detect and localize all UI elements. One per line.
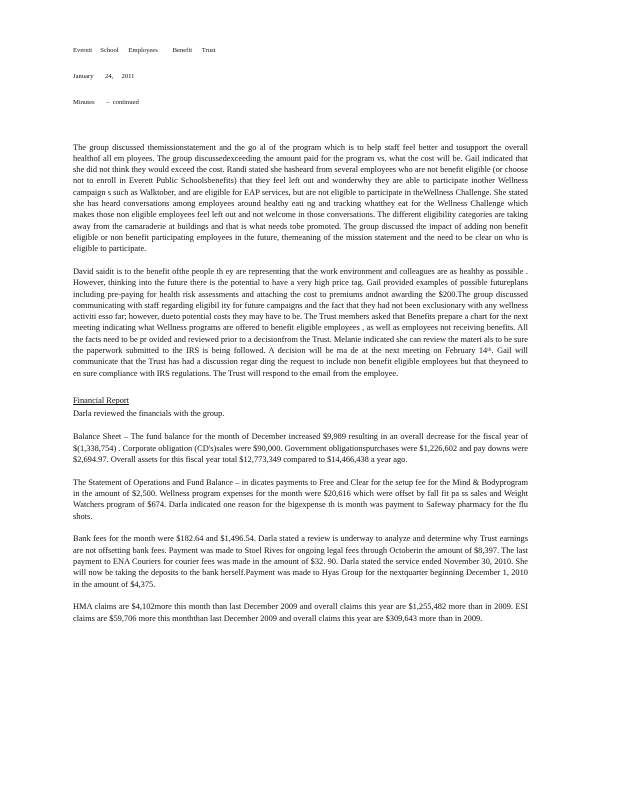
paragraph-balance-sheet: Balance Sheet – The fund balance for the month of December increased $9,989 resulting in an overall decrease for the fiscal year of $(1,338,754) . Corporate obligation (CD's)sales were $90,000. Government obligationspurchases were $1,226,602 and pay downs were $2,694.97. Overall assets for this fiscal year total $12,773,349 compared to $14,466,438 a year ago. <box>73 432 528 464</box>
header-date: January 24, 2011 <box>73 72 135 80</box>
paragraph-discussion: David saidit is to the benefit ofthe people th ey are representing that the work environment and colleagues are as healthy as possible . However, thinking into the future there is the potential to have a very high price tag. Gail provided examples of possible futureplans including pre-paying for health risk assessments and attaching the cost to premiums andnot awarding the $200.The group discussed communicating with staff regarding eligibil ity for future campaigns and the fact that they had not been exclusionary with any wellness activiti esso far; however, dueto potential costs they may have to be. The Trust members asked that Benefits prepare a chart for the next meeting indicating what Wellness programs are offered to benefit eligible employees , as well as employees not receiving benefits. All the facts need to be pr ovided and reviewed prior to a decisionfrom the Trust. Melanie indicated she can review the materi als to be sure the paperwork submitted to the IRS is being followed. A decision will be ma de at the next meeting on February 14ᵗʰ. Gail will communicate that the Trust has had a discussion regar ding the request to include non benefit eligible employees but that theyneed to en sure compliance with IRS regulations. The Trust will respond to the email from the employee. <box>73 267 528 378</box>
paragraph-operations: The Statement of Operations and Fund Balance – in dicates payments to Free and Clear for the setup fee for the Mind & Bodyprogram in the amount of $2,500. Wellness program expenses for the month were $20,616 which were offset by fall fit pa ss sales and Weight Watchers program of $674. Darla indicated one reason for the bigexpense th is month was payment to Safeway pharmacy for the flu shots. <box>73 477 528 521</box>
paragraph-claims: HMA claims are $4,102more this month than last December 2009 and overall claims this year are $1,255,482 more than in 2009. ESI claims are $59,706 more this monththan last December 2009 and overall claims this year are $309,643 more than in 2009. <box>73 602 528 623</box>
document-header <box>73 30 528 125</box>
paragraph-bank-fees: Bank fees for the month were $182.64 and $1,496.54. Darla stated a review is underway to analyze and determine why Trust earnings are not offsetting bank fees. Payment was made to Stoel Rives for ongoing legal fees through Octoberin the amount of $8,397. The last payment to ENA Couriers for courier fees was made in the amount of $32. 90. Darla stated the service ended November 30, 2010. She will now be taking the deposits to the bank herself.Payment was made to Hyas Group for the nextquarter beginning December 1, 2010 in the amount of $4,375. <box>73 534 528 589</box>
paragraph-mission: The group discussed themissionstatement and the go al of the program which is to help staff feel better and tosupport the overall healthof all em ployees. The group discussedexceeding the amount paid for the program vs. what the cost will be. Gail indicated that she did not think they would exceed the cost. Randi stated she hasheard from several employees who are not benefit eligible (or choose not to enroll in Everett Public Schoolsbenefits) that they feel left out and wonderwhy they are able to participate inother Wellness campaign s such as Walktober, and are eligible for EAP services, but are not eligible to participate in theWellness Challenge. She stated she has heard conversations among employees around healthy eati ng and tracking whatthey eat for the Wellness Challenge which makes those non eligible employees feel left out and not welcome in those conversations. The different eligibility categories are taking away from the camaraderie at buildings and that is what needs tobe promoted. The group discussed the impact of adding non benefit eligible or non benefit participating employees in the future, themeaning of the mission statement and the need to be clear on who is eligible to participate. <box>73 142 528 254</box>
document-page <box>73 30 528 624</box>
header-organization: Everett School Employees Benefit Trust <box>73 47 216 55</box>
financial-intro: Darla reviewed the financials with the group. <box>73 409 225 419</box>
section-title-financial-report: Financial Report <box>73 396 130 406</box>
header-minutes: Minutes – continued <box>73 98 139 106</box>
